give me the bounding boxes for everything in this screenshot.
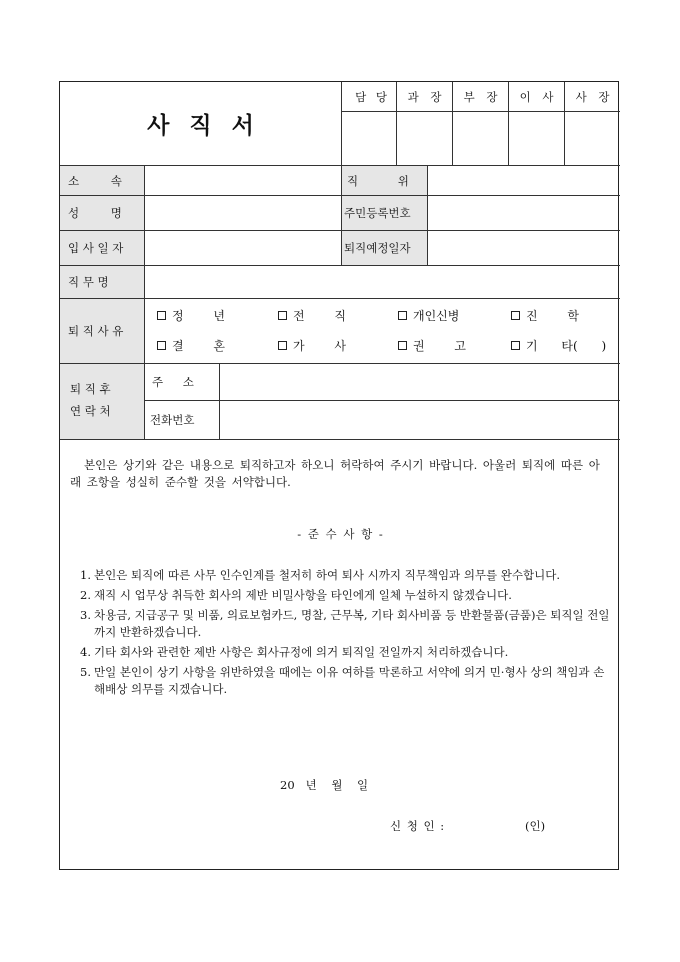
resignation-form (59, 81, 619, 870)
label-contact-line2: 연 락 처 (70, 404, 111, 418)
list-item: 3. 차용금, 지급공구 및 비품, 의료보험카드, 명찰, 근무복, 기타 회사비품 등 반환물품(금품)은 퇴직일 전일까지 반환하겠습니다. (80, 608, 610, 639)
job-title-field[interactable] (145, 266, 620, 298)
label-reason: 퇴 직 사 유 (68, 324, 124, 338)
reason-option[interactable]: 권 고 (398, 336, 488, 354)
affiliation-field[interactable] (145, 166, 341, 195)
label-position: 직 위 (347, 173, 409, 188)
checkbox[interactable] (278, 341, 287, 350)
rules-heading: - 준 수 사 항 - (297, 527, 383, 541)
leave-date-field[interactable] (428, 231, 620, 265)
reason-option[interactable]: 진 학 (511, 306, 591, 324)
label-affiliation: 소 속 (68, 173, 122, 188)
checkbox[interactable] (157, 311, 166, 320)
checkbox[interactable] (511, 341, 520, 350)
reason-option[interactable]: 결 혼 (157, 336, 237, 354)
phone-field[interactable] (220, 401, 620, 439)
applicant-label: 신 청 인 : (390, 819, 445, 833)
seal-mark: (인) (525, 819, 546, 833)
approval-sign-1[interactable] (342, 112, 396, 165)
approval-label-5: 사 장 (575, 90, 610, 104)
reason-option[interactable]: 개인신병 (398, 306, 488, 324)
reason-option[interactable]: 가 사 (278, 336, 358, 354)
applicant-signature-field[interactable] (480, 816, 520, 836)
date-line[interactable]: 20 년 월 일 (280, 778, 369, 792)
list-item: 2. 재직 시 업무상 취득한 회사의 제반 비밀사항을 타인에게 일체 누설하지 않겠습니다. (80, 588, 512, 602)
reason-option[interactable]: 기 타( ) (511, 336, 619, 354)
label-leave-date: 퇴직예정일자 (344, 241, 411, 255)
checkbox[interactable] (157, 341, 166, 350)
approval-sign-4[interactable] (509, 112, 564, 165)
address-field[interactable] (220, 364, 620, 400)
label-job-title: 직 무 명 (68, 275, 109, 289)
checkbox[interactable] (278, 311, 287, 320)
reason-option[interactable]: 전 직 (278, 306, 358, 324)
intro-paragraph: 본인은 상기와 같은 내용으로 퇴직하고자 하오니 허락하여 주시기 바랍니다. 아울러 퇴직에 따른 아래 조항을 성실히 준수할 것을 서약합니다. (70, 458, 600, 489)
name-field[interactable] (145, 196, 341, 230)
approval-sign-3[interactable] (453, 112, 508, 165)
list-item: 4. 기타 회사와 관련한 제반 사항은 회사규정에 의거 퇴직일 전일까지 처리하겠습니다. (80, 645, 509, 659)
checkbox[interactable] (511, 311, 520, 320)
join-date-field[interactable] (145, 231, 341, 265)
approval-sign-2[interactable] (397, 112, 452, 165)
checkbox[interactable] (398, 341, 407, 350)
label-phone: 전화번호 (150, 413, 195, 427)
page-title: 사 직 서 (147, 112, 254, 139)
id-number-field[interactable] (428, 196, 620, 230)
label-name: 성 명 (68, 206, 122, 220)
approval-label-3: 부 장 (463, 90, 498, 104)
reason-option[interactable]: 정 년 (157, 306, 237, 324)
position-field[interactable] (428, 166, 620, 195)
label-join-date: 입 사 일 자 (68, 241, 124, 255)
approval-label-2: 과 장 (407, 90, 442, 104)
approval-sign-5[interactable] (565, 112, 620, 165)
checkbox[interactable] (398, 311, 407, 320)
label-contact-line1: 퇴 직 후 (70, 382, 111, 396)
approval-label-1: 담 당 (355, 90, 387, 104)
list-item: 5. 만일 본인이 상기 사항을 위반하였을 때에는 이유 여하를 막론하고 서약에 의거 민·형사 상의 책임과 손해배상 의무를 지겠습니다. (80, 665, 605, 696)
label-address: 주 소 (152, 375, 194, 389)
list-item: 1. 본인은 퇴직에 따른 사무 인수인계를 철저히 하여 퇴사 시까지 직무책임과 의무를 완수합니다. (80, 568, 561, 582)
rules-list (80, 567, 610, 698)
approval-label-4: 이 사 (519, 90, 554, 104)
label-id-number: 주민등록번호 (344, 206, 411, 220)
